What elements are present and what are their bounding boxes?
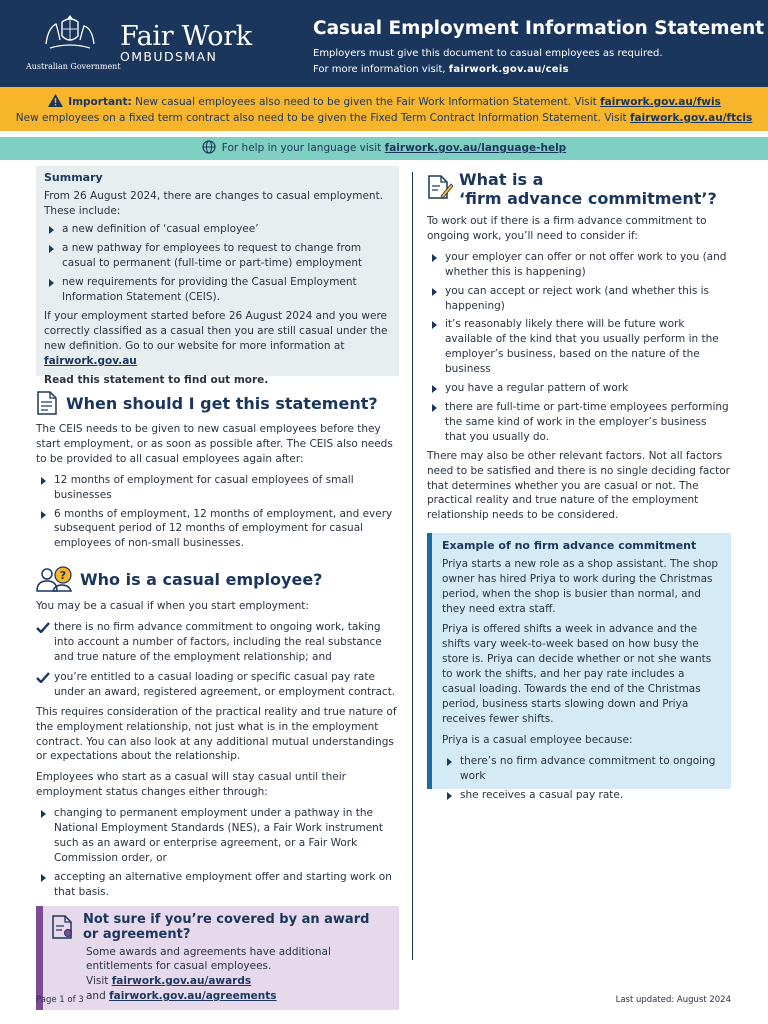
ftcis-link[interactable]: fairwork.gov.au/ftcis [629, 112, 753, 124]
document-icon [36, 390, 60, 416]
government-crest [26, 14, 121, 71]
when-list [36, 473, 399, 552]
ceis-link[interactable]: fairwork.gov.au/ceis [448, 64, 569, 75]
when-heading: When should I get this statement? [66, 393, 378, 413]
firm-section-header [427, 170, 731, 208]
list-item: a new definition of ‘casual employee’ [44, 222, 391, 237]
warning-icon [47, 93, 64, 108]
summary-read-more [44, 373, 391, 388]
award-callout-header [51, 912, 389, 942]
globe-icon [202, 140, 216, 154]
document-title: Casual Employment Information Statement [313, 18, 765, 39]
award-callout [36, 906, 399, 1010]
list-item: there’s no firm advance commitment to ongoing work [442, 754, 721, 784]
example-list [442, 754, 721, 803]
list-item: accepting an alternative employment offer and starting work on that basis. [36, 870, 399, 900]
who-list [36, 806, 399, 899]
important-text-1: New casual employees also need to be given the Fair Work Information Statement. Visit [135, 96, 597, 108]
document-subtitle [313, 46, 663, 78]
column-divider [412, 172, 413, 960]
who-intro: You may be a casual if when you start employment: [36, 600, 309, 613]
list-item: a new pathway for employees to request to change from casual to permanent (full-time or part-time) employment [44, 241, 391, 271]
and-label: and [86, 990, 106, 1003]
info-prefix: For more information visit, [313, 64, 446, 75]
check-item [36, 670, 399, 700]
summary-list [44, 222, 391, 305]
language-help-link[interactable]: fairwork.gov.au/language-help [384, 142, 567, 154]
who-checklist [36, 620, 399, 700]
example-para-3: Priya is a casual employee because: [442, 733, 633, 746]
check-icon [36, 622, 50, 633]
fwis-link[interactable]: fairwork.gov.au/fwis [600, 96, 721, 108]
firm-list [427, 250, 731, 445]
svg-text:?: ? [59, 569, 67, 583]
visit-label: Visit [86, 975, 109, 988]
brand-sub: OMBUDSMAN [120, 49, 218, 64]
summary-heading: Summary [44, 171, 103, 184]
who-para-2: Employees who start as a casual will stay casual until their employment status changes either through: [36, 771, 346, 799]
info-line [313, 62, 663, 78]
page-number: Page 1 of 3 [36, 995, 84, 1005]
example-heading: Example of no firm advance commitment [442, 539, 697, 553]
award-and-line [86, 989, 389, 1004]
who-para-1: This requires consideration of the practical reality and true nature of the employment relationship, not just what is in the employment contract. You can also look at any additional mutual understandings or expectations about the relationship. [36, 705, 397, 763]
summary-intro: From 26 August 2024, there are changes to casual employment. These include: [44, 189, 384, 217]
check-item-text: you’re entitled to a casual loading or specific casual pay rate under an award, registered agreement, or employment contract. [54, 670, 396, 698]
summary-para-text: If your employment started before 26 August 2024 and you were correctly classified as a casual then you are still casual under the new definition. Go to our website for more information at [44, 309, 388, 352]
award-text: Some awards and agreements have additional entitlements for casual employees. [86, 945, 331, 973]
example-callout [427, 533, 731, 801]
check-item [36, 620, 399, 665]
list-item: changing to permanent employment under a pathway in the National Employment Standards (NES), a Fair Work instrument such as an award or enterprise agreement, or a Fair Work Commission order, or [36, 806, 399, 866]
government-label: Australian Government [26, 61, 121, 71]
list-item: 12 months of employment for casual employees of small businesses [36, 473, 399, 503]
list-item: it’s reasonably likely there will be future work available of the kind that you usually perform in the employer’s business, based on the nature of the business [427, 317, 731, 377]
agreements-link[interactable]: fairwork.gov.au/agreements [109, 990, 277, 1003]
when-para: The CEIS needs to be given to new casual employees before they start employment, or as soon as possible after. The CEIS also needs to be provided to all casual employees again after: [36, 423, 393, 465]
award-heading: Not sure if you’re covered by an award or agreement? [83, 911, 370, 942]
list-item: you can accept or reject work (and whether this is happening) [427, 284, 731, 314]
who-heading: Who is a casual employee? [80, 569, 323, 589]
example-para-2: Priya is offered shifts a week in advance and the shifts vary week-to-week based on how busy the store is. Priya can decide whether or not she wants to work the shifts, and her pay rate includes a casual loading. Towards the end of the Christmas period, business starts slowing down and Priya receives fewer shifts. [442, 623, 712, 725]
document-edit-icon [427, 174, 453, 200]
language-text: For help in your language visit [221, 142, 382, 154]
award-callout-body [51, 945, 389, 1005]
firm-intro: To work out if there is a firm advance commitment to ongoing work, you’ll need to consider if: [427, 215, 707, 242]
brand-name: Fair Work [120, 21, 252, 52]
when-section-header [36, 390, 399, 416]
list-item: she receives a casual pay rate. [442, 788, 721, 803]
summary-para [44, 309, 391, 369]
important-label: Important: [68, 96, 132, 108]
list-item: new requirements for providing the Casual Employment Information Statement (CEIS). [44, 275, 391, 305]
document-search-icon [51, 914, 75, 940]
check-item-text: there is no firm advance commitment to ongoing work, taking into account a number of factors, including the real substance and true nature of the employment relationship; and [54, 621, 382, 663]
important-line-1 [0, 93, 768, 110]
firm-heading-line-2: ‘firm advance commitment’? [459, 189, 717, 208]
summary-box [36, 166, 399, 386]
left-column [36, 166, 399, 1010]
brand-logo [120, 22, 252, 64]
list-item: you have a regular pattern of work [427, 381, 731, 396]
important-text-2: New employees on a fixed term contract also need to be given the Fixed Term Contract Information Statement. Visit [15, 112, 627, 124]
list-item: your employer can offer or not offer work to you (and whether this is happening) [427, 250, 731, 280]
language-banner [0, 137, 768, 160]
subtitle-line: Employers must give this document to casual employees as required. [313, 48, 663, 59]
firm-heading [459, 170, 717, 208]
important-banner [0, 87, 768, 131]
right-column [427, 166, 731, 801]
who-section-header [36, 565, 399, 593]
firm-heading-line-1: What is a [459, 170, 544, 189]
last-updated: Last updated: August 2024 [615, 995, 731, 1005]
read-more-text: Read this statement to find out more. [44, 373, 269, 386]
coat-of-arms-icon [40, 14, 100, 54]
people-question-icon [36, 565, 74, 593]
check-icon [36, 672, 50, 683]
header-banner [0, 0, 768, 87]
example-para-1: Priya starts a new role as a shop assistant. The shop owner has hired Priya to work during the Christmas period, when the shop is busier than normal, and they need extra staff. [442, 557, 719, 615]
award-visit-line [86, 974, 389, 989]
important-line-2 [0, 110, 768, 126]
list-item: there are full-time or part-time employees performing the same kind of work in the employer’s business that you usually do. [427, 400, 731, 445]
fairwork-link[interactable]: fairwork.gov.au [44, 354, 137, 367]
awards-link[interactable]: fairwork.gov.au/awards [111, 975, 252, 988]
list-item: 6 months of employment, 12 months of employment, and every subsequent period of 12 months of employment for casual employees of non-small businesses. [36, 507, 399, 552]
firm-para: There may also be other relevant factors. Not all factors need to be satisfied and there is no single deciding factor that determines whether you are casual or not. The practical reality and true nature of the employment relationship needs to be considered. [427, 449, 730, 522]
